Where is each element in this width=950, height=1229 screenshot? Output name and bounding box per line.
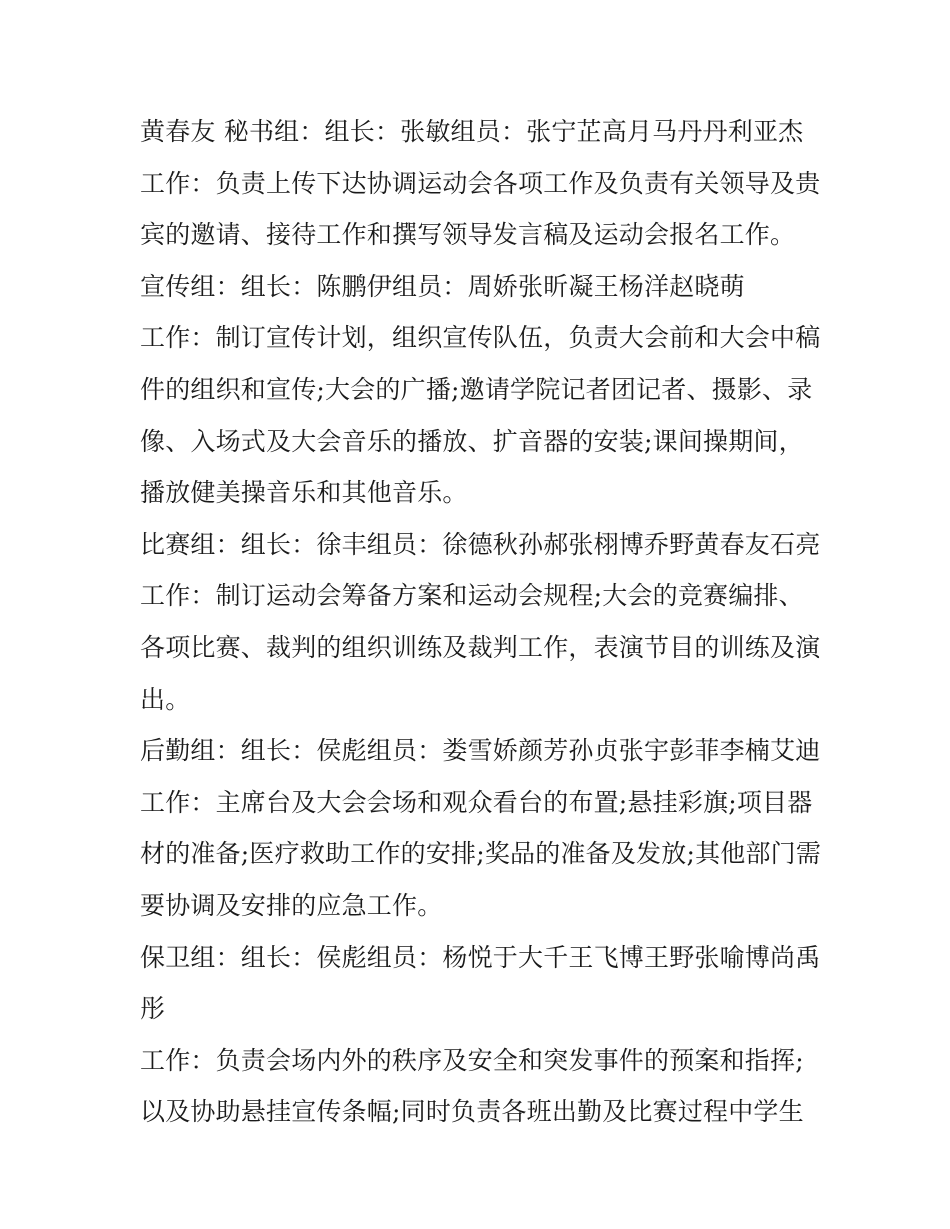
text-line: 要协调及安排的应急工作。: [140, 890, 443, 920]
text-line: 工作：负责上传下达协调运动会各项工作及负责有关领导及贵: [140, 168, 821, 198]
text-line: 材的准备;医疗救助工作的安排;奖品的准备及发放;其他部门需: [140, 839, 822, 869]
text-line: 工作：制订运动会筹备方案和运动会规程;大会的竞赛编排、: [140, 581, 804, 611]
text-line: 彤: [140, 994, 166, 1024]
text-line: 工作：负责会场内外的秩序及安全和突发事件的预案和指挥;: [140, 1045, 804, 1075]
text-line: 黄春友 秘书组：组长：张敏组员：张宁芷高月马丹丹利亚杰: [140, 117, 804, 146]
text-line: 宾的邀请、接待工作和撰写领导发言稿及运动会报名工作。: [140, 220, 796, 250]
text-line: 出。: [140, 684, 191, 714]
document-body: [140, 106, 830, 1138]
text-line: 宣传组：组长：陈鹏伊组员：周娇张昕凝王杨洋赵晓萌: [140, 271, 745, 301]
text-line: 各项比赛、裁判的组织训练及裁判工作，表演节目的训练及演: [140, 632, 821, 662]
text-line: 保卫组：组长：侯彪组员：杨悦于大千王飞博王野张喻博尚禹: [140, 942, 821, 972]
text-line: 件的组织和宣传;大会的广播;邀请学院记者团记者、摄影、录: [140, 374, 813, 404]
text-line: 工作：制订宣传计划，组织宣传队伍，负责大会前和大会中稿: [140, 323, 821, 353]
text-line: 播放健美操音乐和其他音乐。: [140, 478, 468, 508]
text-line: 工作：主席台及大会会场和观众看台的布置;悬挂彩旗;项目器: [140, 787, 813, 817]
text-line: 比赛组：组长：徐丰组员：徐德秋孙郝张栩博乔野黄春友石亮: [140, 529, 821, 559]
text-line: 以及协助悬挂宣传条幅;同时负责各班出勤及比赛过程中学生: [140, 1097, 804, 1127]
text-line: 后勤组：组长：侯彪组员：娄雪娇颜芳孙贞张宇彭菲李楠艾迪: [140, 736, 821, 766]
text-line: 像、入场式及大会音乐的播放、扩音器的安装;课间操期间，: [140, 426, 804, 456]
